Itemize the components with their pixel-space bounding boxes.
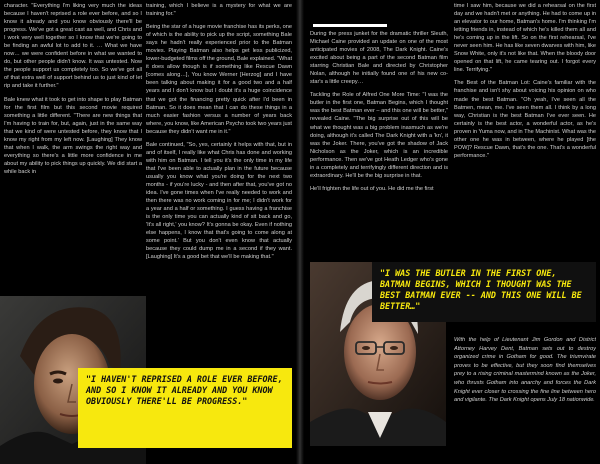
paragraph: Bale continued, "So, yes, certainly it helps with that, but in and of itself, I really like what Chris has done and working with him on Batman. I tell you it's the only time in my life that I've been able to actually plan in the future because usually you know what you're doing for the next two months - if you're lucky - and then after that, you've got no idea. I've gone times when I've really needed to work and then there was no work coming in for me; I didn't work for a year and a half or something. I guess having a franchise is the only time you can actually kind of sit back and go, 'It's all right,' you know? It's gonna be okay. Even if nothing else happens, I know that that's going to come along at some point.' But you don't even know that actually because they could dump me in a second if they want. [Laughing] It's a good bet that we'll be making that." [146, 141, 292, 261]
left-page [0, 0, 296, 464]
right-page [304, 0, 600, 464]
left-column-1 [4, 2, 142, 298]
paragraph: Bale knew what it took to get into shape to play Batman for the first film but this second movie required something a little different. "There are new things that I'm having to train for, but, again, just in the same way that we kind of were untested before, they know that I know my right from my left now. [Laughing] They know that when I walk, the arm swings the right way and everything so there's a little more confidence in me about my ability to pick things up quickly. We did start a while back in [4, 96, 142, 175]
caption-text: With the help of Lieutenant Jim Gordon and District Attorney Harvey Dent, Batman sets out to destroy organized crime in Gotham for good. The triumvirate proves to be effective, but they soon find themselves prey to a rising criminal mastermind known as the Joker, who thrusts Gotham into anarchy and forces the Dark Knight ever closer to crossing the fine line between hero and vigilante. The Dark Knight opens July 18 nationwide. [454, 337, 596, 404]
paragraph: Tackling the Role of Alfred One More Time: "I was the butler in the first one, Batman Begins, which I thought was the best Batman ever – and this one will be better," revealed Caine. "The big surprise out of this will be what we thought was a big problem inasmuch as we're doing, although it's called The Dark Knight with a 'kn', it was the Joker. There, you've got the shadow of Jack Nicholson as the Joker, which is an incredible performance. Then we've got Heath Ledger who's gone in a completely and terrifyingly different direction and is extraordinary. He'll be the big surprise in that. [310, 92, 448, 179]
paragraph: character. "Everything I'm liking very much the ideas because I haven't reprised a role ever before, and so I know it already and you know obviously there'll be progress. We've got a great cast as well, and Chris and I work very well together so I know that we're going to be finding an awful lot to add to it. … What we have now… we were confident before in what we wanted to do, but other people didn't know. It was untested. Now the people support us completely too. So we've got all of that extra well of support behind us to just kind of let rip and take it further." [4, 3, 142, 90]
paragraph: During the press junket for the dramatic thriller Sleuth, Michael Caine provided an update on one of the most anticipated movies of 2008, The Dark Knight. Caine's excited about being a part of the second Batman film starring Christian Bale and directed by Christopher Nolan, although he initially found one of his new co-star's a little creepy… [310, 31, 448, 86]
page-gutter [296, 0, 304, 464]
paragraph: The Best of the Batman Lot: Caine's familiar with the franchise and isn't shy about voicing his opinion on who made the best Batman. "Oh yeah, I've seen all the Batmen, mean, me. I've seen them all. I think by a long way, Christian is the best Batman I've ever seen. He certainly is the best actor, a wonderful actor, as he's proven in Yuma now, and in The Machinist. What was the other one he was in between, where he played [the POW]? Rescue Dawn, that's the one. That's a wonderful performance." [454, 80, 596, 159]
pull-quote-right: "I WAS THE BUTLER IN THE FIRST ONE, BATMAN BEGINS, WHICH I THOUGHT WAS THE BEST BATMAN EVER -- AND THIS ONE WILL BE BETTER…" [372, 262, 596, 322]
paragraph: time I saw him, because we did a rehearsal on the first day and we hadn't met or anything. He had to come up in an elevator to our home, Batman's home. I'm thinking I'm letting friends in, instead of which he's killed them all and he's coming up in the lift. So on the first rehearsal, I've never seen him. He has like seven dwarves with him, like Snow White, only it's not like that. When the bloody door opened on that lift, he came tearing out. I forgot every line. Terrifying." [454, 3, 596, 74]
pull-quote-left: "I HAVEN'T REPRISED A ROLE EVER BEFORE, AND SO I KNOW IT ALREADY AND YOU KNOW OBVIOUSLY THERE'LL BE PROGRESS." [78, 368, 292, 448]
right-column-2 [454, 2, 596, 232]
right-column-1 [310, 30, 448, 262]
section-rule [313, 24, 387, 27]
paragraph: training, which I believe is a mystery for what we are training for." [146, 3, 292, 18]
paragraph: He'll frighten the life out of you. He did me the first [310, 185, 434, 192]
paragraph: Being the star of a huge movie franchise has its perks, one of which is the ability to pick up the script, something Bale says he hadn't really experienced prior to the Batman movies. Playing Batman also helps get less publicized, lower-budgeted films off the ground, Bale explained. "What it does allow though is if something like Rescue Dawn [comes along…], You know Werner [Herzog] and I have been talking about making it for a good two and a half years and I don't know but I doubt it's a huge coincidence that we got the financing pretty quick after I'd been in Batman. So it does mean that I can do these things in a much easier fashion versus a number of years back where, you know, like American Psycho took two years just because they didn't want me in it." [146, 24, 292, 135]
photo-caption [454, 336, 596, 460]
